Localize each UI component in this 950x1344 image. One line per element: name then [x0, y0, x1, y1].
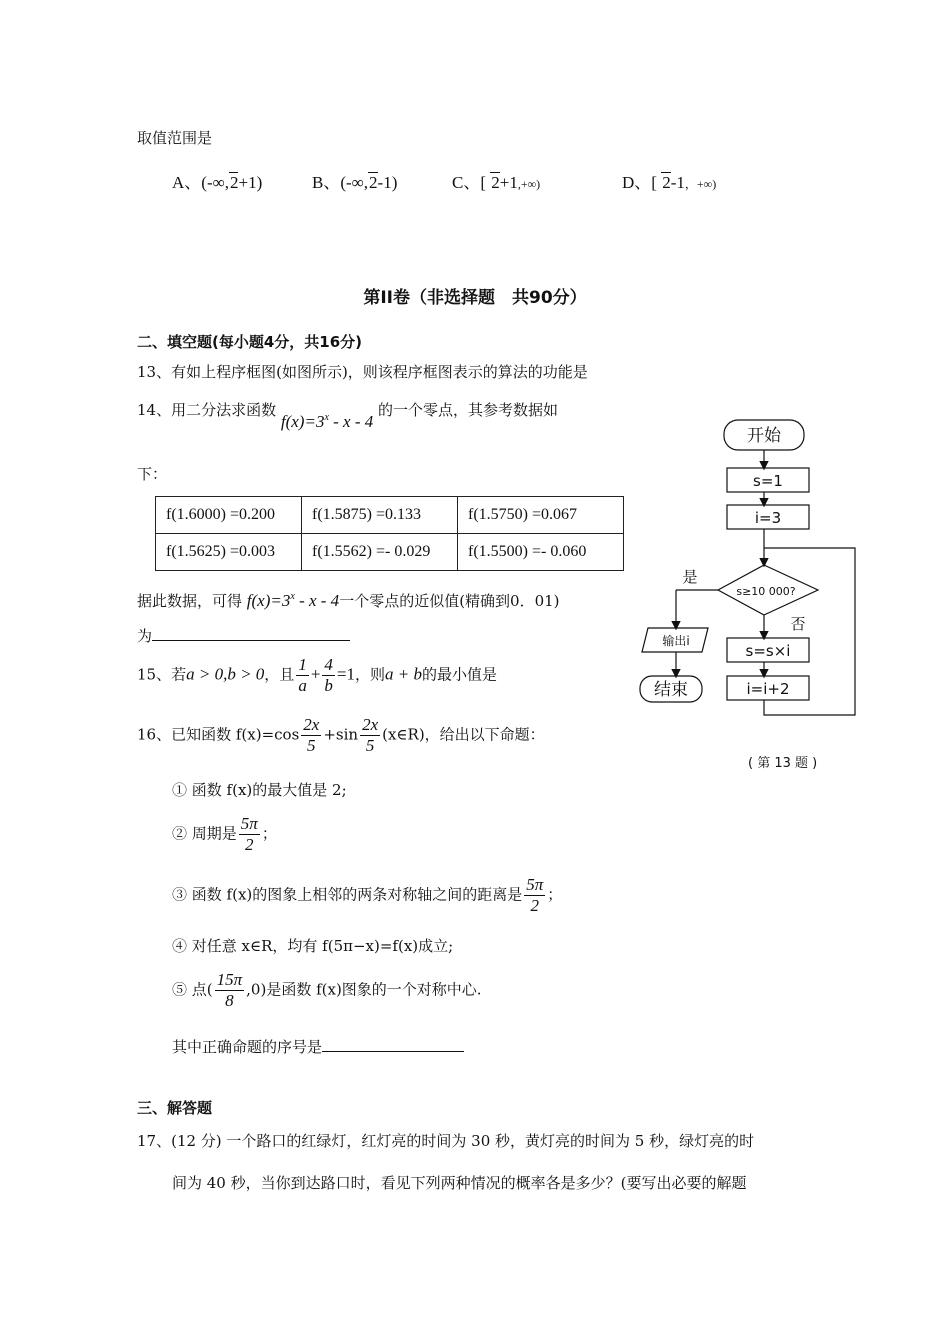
q16-stem: 16、已知函数 f(x)=cos $\frac{2x}{5}$ +sin $\frac{2x}{5}$ (x∈R)，给出以下命题：: [137, 715, 545, 755]
q16-prop-3: ③ 函数 f(x)的图象上相邻的两条对称轴之间的距离是 $\frac{5\pi}{2}$ ；: [172, 875, 563, 915]
q14-line1: 14、用二分法求函数 $f(x)=3^x - x - 4$ 的一个零点，其参考数据如: [137, 401, 559, 431]
q12-option-d: D、[ 2-1，+∞): [622, 173, 717, 192]
answer-blank[interactable]: [322, 1037, 464, 1052]
q15: 15、若a > 0,b > 0，且 $\frac{1}{a}$ + $\frac{4}{b}$ =1，则a + b的最小值是: [137, 655, 498, 695]
q16-prop-5: ⑤ 点( $\frac{15\pi}{8}$ ,0)是函数 f(x)图象的一个对称中心.: [172, 970, 482, 1010]
flowchart-body1-label: s=s×i: [745, 642, 791, 660]
flowchart-yes-label: 是: [682, 568, 698, 586]
table-cell: f(1.5500) =- 0.060: [458, 534, 624, 571]
q12-tail: 取值范围是: [137, 129, 213, 147]
q14-data-table: [155, 496, 624, 571]
flowchart-no-label: 否: [790, 615, 806, 633]
flowchart: [630, 410, 870, 720]
flowchart-decision-label: s≥10 000?: [736, 585, 796, 598]
flowchart-start-label: 开始: [747, 426, 781, 446]
q16-prop-1: ① 函数 f(x)的最大值是 2;: [172, 781, 347, 799]
q16-prop-4: ④ 对任意 x∈R，均有 f(5π−x)=f(x)成立;: [172, 937, 454, 955]
table-row: [156, 497, 624, 534]
q16-ask: 其中正确命题的序号是: [172, 1036, 464, 1057]
part2-title: 第II卷（非选择题 共90分）: [363, 288, 587, 308]
flowchart-end-label: 结束: [654, 680, 688, 700]
q16-prop-2: ② 周期是 $\frac{5\pi}{2}$ ；: [172, 814, 277, 854]
q12-option-b: B、(-∞,2-1): [312, 173, 398, 192]
table-row: [156, 534, 624, 571]
q12-option-c: C、[ 2+1,+∞): [452, 173, 541, 192]
flowchart-body2-label: i=i+2: [746, 680, 790, 698]
answer-blank[interactable]: [152, 626, 350, 641]
q17-line1: 17、(12 分) 一个路口的红绿灯，红灯亮的时间为 30 秒，黄灯亮的时间为 5 秒，绿灯亮的时: [137, 1132, 755, 1150]
q12-option-a: A、(-∞,2+1): [172, 173, 263, 192]
q14-answer-line: 为: [137, 625, 350, 646]
table-cell: f(1.5750) =0.067: [458, 497, 624, 534]
table-cell: f(1.5625) =0.003: [156, 534, 302, 571]
q14-after: 据此数据，可得 $f(x)=3^x - x - 4$一个零点的近似值(精确到0．01): [137, 591, 560, 610]
q13-text: 13、有如上程序框图(如图所示)，则该程序框图表示的算法的功能是: [137, 363, 588, 381]
table-cell: f(1.5562) =- 0.029: [302, 534, 458, 571]
table-cell: f(1.6000) =0.200: [156, 497, 302, 534]
flowchart-i-init-label: i=3: [754, 509, 782, 527]
table-cell: f(1.5875) =0.133: [302, 497, 458, 534]
q17-line2: 间为 40 秒，当你到达路口时，看见下列两种情况的概率各是多少？(要写出必要的解题: [172, 1174, 747, 1192]
section-fill-in: 二、填空题(每小题4分，共16分): [137, 333, 363, 351]
flowchart-output-label: 输出i: [662, 634, 690, 648]
q14-line2: 下：: [137, 465, 168, 483]
flowchart-s-init-label: s=1: [753, 472, 783, 490]
section-solutions: 三、解答题: [137, 1099, 213, 1117]
flowchart-caption: ( 第 13 题 ): [748, 756, 818, 771]
